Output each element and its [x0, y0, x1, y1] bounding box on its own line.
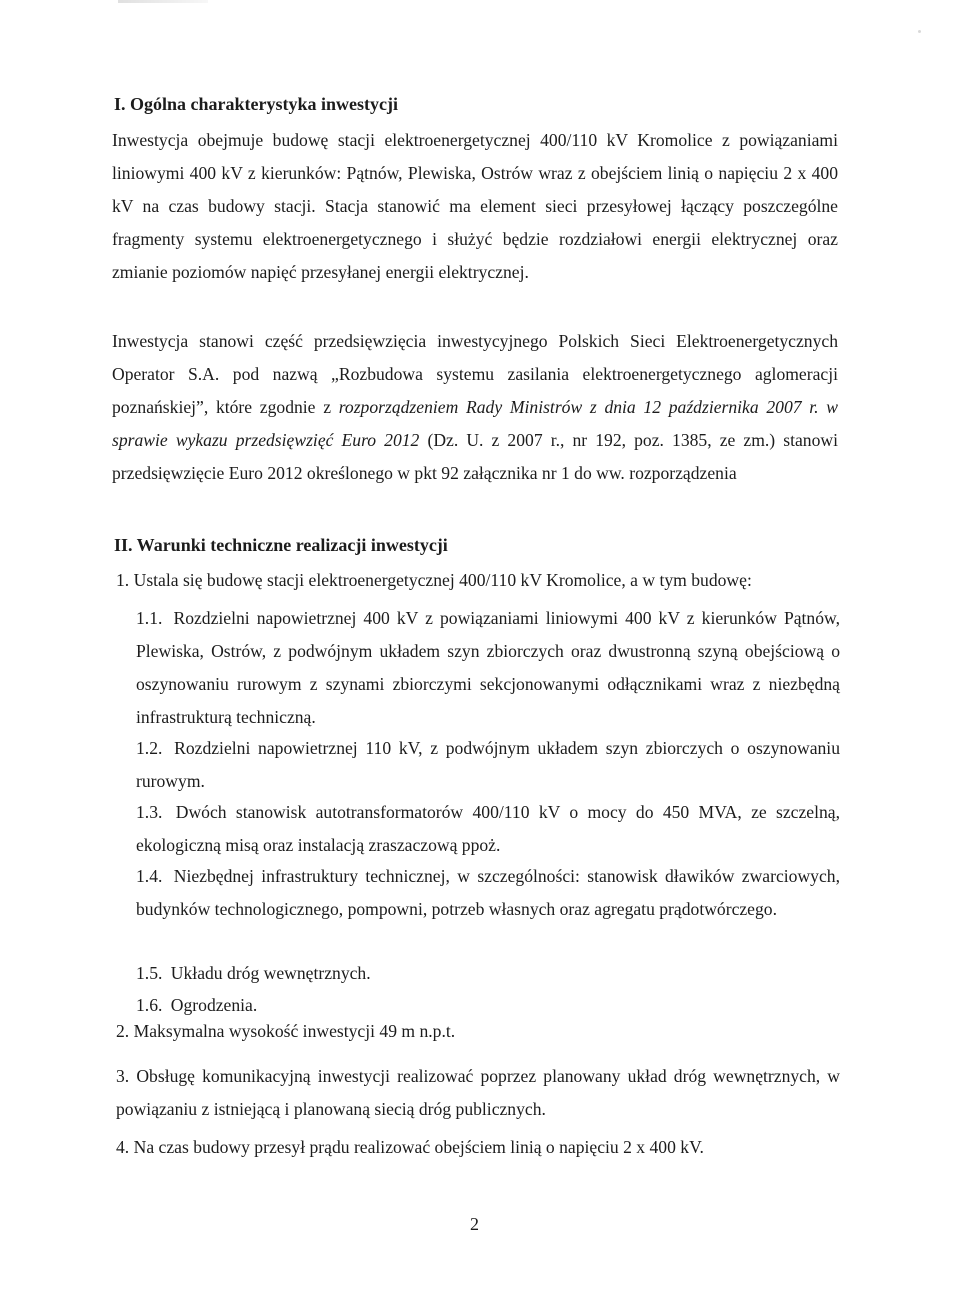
section-2-heading: II. Warunki techniczne realizacji inwestycji — [114, 535, 448, 555]
list-item-number: 1. — [116, 570, 130, 590]
page-number: 2 — [470, 1214, 479, 1234]
sub-item-1-4 — [136, 860, 840, 926]
sub-item-number: 1.6. — [136, 995, 163, 1015]
list-item-2 — [116, 1021, 840, 1042]
list-item-text: Ustala się budowę stacji elektroenergetycznej 400/110 kV Kromolice, a w tym budowę: — [133, 570, 752, 590]
scan-artifact — [118, 0, 208, 3]
section-1-paragraph-2 — [112, 325, 838, 490]
sub-item-number: 1.1. — [136, 608, 163, 628]
sub-item-number: 1.5. — [136, 963, 163, 983]
sub-item-text: Układu dróg wewnętrznych. — [170, 963, 371, 983]
sub-item-number: 1.4. — [136, 866, 163, 886]
sub-item-text: Dwóch stanowisk autotransformatorów 400/110 kV o mocy do 450 MVA, ze szczelną, ekologiczną misą oraz instalacją zraszaczową ppoż. — [136, 802, 840, 855]
list-item-number: 3. — [116, 1066, 130, 1086]
list-item-number: 4. — [116, 1137, 130, 1157]
scan-artifact-dot — [918, 30, 921, 33]
sub-item-text: Ogrodzenia. — [170, 995, 258, 1015]
sub-item-1-3 — [136, 796, 840, 862]
list-item-text: Maksymalna wysokość inwestycji 49 m n.p.t. — [133, 1021, 456, 1041]
list-item-number: 2. — [116, 1021, 130, 1041]
sub-item-number: 1.3. — [136, 802, 163, 822]
regulation-title: rozporządzeniem Rady Ministrów z dnia 12 października 2007 r. w sprawie wykazu przedsięwzięć Euro 2012 — [112, 397, 838, 450]
paragraph-2-text-a: Inwestycja stanowi część przedsięwzięcia inwestycyjnego Polskich Sieci Elektroenergetycznych Operator S.A. pod nazwą „Rozbudowa systemu zasilania elektroenergetycznego aglomeracji poznańskiej”, które zgodnie z — [112, 331, 838, 417]
list-item-text: Obsługę komunikacyjną inwestycji realizować poprzez planowany układ dróg wewnętrznych, w powiązaniu z istniejącą i planowaną siecią dróg publicznych. — [116, 1066, 840, 1119]
sub-item-1-1 — [136, 602, 840, 734]
list-item-3 — [116, 1060, 840, 1126]
sub-item-1-6 — [136, 989, 840, 1022]
list-item-text: Na czas budowy przesył prądu realizować obejściem linią o napięciu 2 x 400 kV. — [133, 1137, 704, 1157]
sub-item-text: Niezbędnej infrastruktury technicznej, w szczególności: stanowisk dławików zwarciowych, budynków technologicznego, pompowni, potrzeb własnych oraz agregatu prądotwórczego. — [136, 866, 840, 919]
sub-item-1-5 — [136, 957, 840, 990]
sub-item-number: 1.2. — [136, 738, 163, 758]
sub-item-1-2 — [136, 732, 840, 798]
sub-item-text: Rozdzielni napowietrznej 110 kV, z podwójnym układem szyn zbiorczych o oszynowaniu rurowym. — [136, 738, 840, 791]
paragraph-2-text-b: (Dz. U. z 2007 r., nr 192, poz. 1385, ze zm.) stanowi przedsięwzięcie Euro 2012 określonego w pkt 92 załącznika nr 1 do ww. rozporządzenia — [112, 430, 838, 483]
section-1-paragraph-1: Inwestycja obejmuje budowę stacji elektroenergetycznej 400/110 kV Kromolice z powiązaniami liniowymi 400 kV z kierunków: Pątnów, Plewiska, Ostrów wraz z obejściem linią o napięciu 2 x 400 kV na czas budowy stacji. Stacja stanowić ma element sieci przesyłowej łączący poszczególne fragmenty systemu elektroenergetycznego i służyć będzie rozdziałowi energii elektrycznej oraz zmianie poziomów napięć przesyłanej energii elektrycznej. — [112, 130, 838, 282]
list-item-1 — [116, 570, 840, 591]
sub-item-text: Rozdzielni napowietrznej 400 kV z powiązaniami liniowymi 400 kV z kierunków Pątnów, Plewiska, Ostrów, z podwójnym układem szyn zbiorczych oraz dwustronną szyną obejściową o oszynowaniu rurowym z szynami zbiorczymi sekcjonowanymi odłącznikami wraz z niezbędną infrastrukturą techniczną. — [136, 608, 840, 727]
section-1-heading: I. Ogólna charakterystyka inwestycji — [114, 94, 398, 114]
list-item-4 — [116, 1137, 840, 1158]
